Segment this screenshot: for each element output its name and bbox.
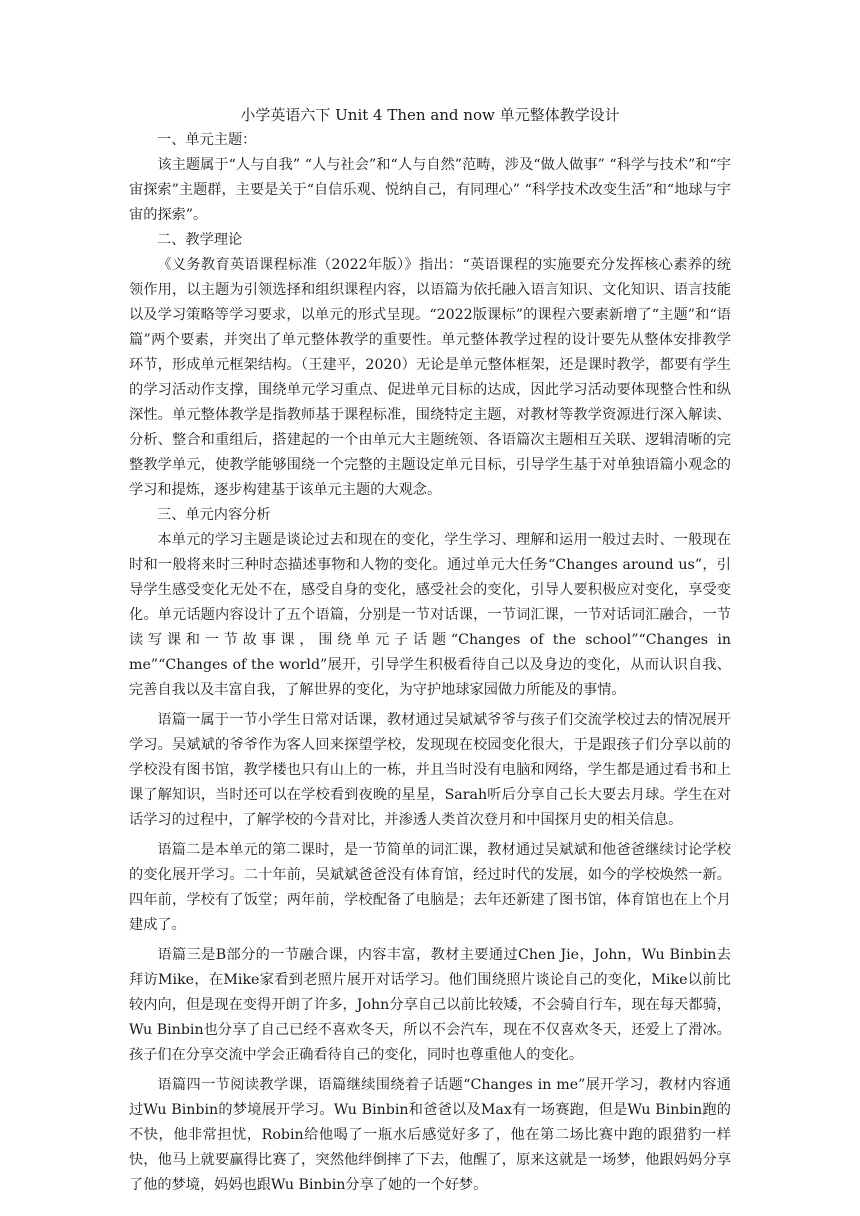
section-heading-teaching-theory: 二、教学理论 [157, 232, 243, 248]
paragraph-text-two: 语篇二是本单元的第二课时，是一节简单的词汇课，教材通过吴斌斌和他爸爸继续讨论学校的变化展开学习。二十年前，吴斌斌爸爸没有体育馆，经过时代的发展，如今的学校焕然一新。四年前，学校有了饭堂；两年前，学校配备了电脑是；去年还新建了图书馆，体育馆也在上个月建成了。 [129, 842, 731, 933]
paragraph-unit-theme: 该主题属于“人与自我” “人与社会”和“人与自然”范畴，涉及“做人做事” “科学与技术”和“宇宙探索”主题群，主要是关于“自信乐观、悦纳自己，有同理心” “科学技术改变生活”和“地球与宇宙的探索”。 [129, 157, 731, 223]
paragraph-text-three: 语篇三是B部分的一节融合课，内容丰富，教材主要通过Chen Jie，John，Wu Binbin去拜访Mike，在Mike家看到老照片展开对话学习。他们围绕照片谈论自己的变化，Mike以前比较内向，但是现在变得开朗了许多，John分享自己以前比较矮，不会骑自行车，现在每天都骑，Wu Binbin也分享了自己已经不喜欢冬天，所以不会汽车，现在不仅喜欢冬天，还爱上了滑冰。孩子们在分享交流中学会正确看待自己的变化，同时也尊重他人的变化。 [129, 947, 731, 1063]
paragraph-text-one: 语篇一属于一节小学生日常对话课，教材通过吴斌斌爷爷与孩子们交流学校过去的情况展开学习。吴斌斌的爷爷作为客人回来探望学校，发现现在校园变化很大，于是跟孩子们分享以前的学校没有图书馆，教学楼也只有山上的一栋，并且当时没有电脑和网络，学生都是通过看书和上课了解知识，当时还可以在学校看到夜晚的星星，Sarah听后分享自己长大要去月球。学生在对话学习的过程中，了解学校的今昔对比，并渗透人类首次登月和中国探月史的相关信息。 [129, 712, 731, 828]
paragraph-content-overview: 本单元的学习主题是谈论过去和现在的变化，学生学习、理解和运用一般过去时、一般现在时和一般将来时三种时态描述事物和人物的变化。通过单元大任务“Changes around us”，引导学生感受变化无处不在，感受自身的变化，感受社会的变化，引导人要积极应对变化，享受变化。单元话题内容设计了五个语篇，分别是一节对话课，一节词汇课，一节对话词汇融合，一节读写课和一节故事课，围绕单元子话题“Changes of the school”“Changes in me”“Changes of the world”展开，引导学生积极看待自己以及身边的变化，从而认识自我、完善自我以及丰富自我，了解世界的变化，为守护地球家园做力所能及的事情。 [129, 532, 731, 698]
paragraph-teaching-theory: 《义务教育英语课程标准（2022年版）》指出：“英语课程的实施要充分发挥核心素养的统领作用，以主题为引领选择和组织课程内容，以语篇为依托融入语言知识、文化知识、语言技能以及学习策略等学习要求，以单元的形式呈现。“2022版课标”的课程六要素新增了“主题”和“语篇”两个要素，并突出了单元整体教学的重要性。单元整体教学过程的设计要先从整体安排教学环节，形成单元框架结构。（王建平，2020）无论是单元整体框架，还是课时教学，都要有学生的学习活动作支撑，围绕单元学习重点、促进单元目标的达成，因此学习活动要体现整合性和纵深性。单元整体教学是指教师基于课程标准，围绕特定主题，对教材等教学资源进行深入解读、分析、整合和重组后，搭建起的一个由单元大主题统领、各语篇次主题相互关联、逻辑清晰的完整教学单元，使教学能够围绕一个完整的主题设定单元目标，引导学生基于对单独语篇小观念的学习和提炼，逐步构建基于该单元主题的大观念。 [129, 257, 731, 498]
section-heading-unit-theme: 一、单元主题： [157, 132, 257, 148]
paragraph-text-four: 语篇四一节阅读教学课，语篇继续围绕着子话题“Changes in me”展开学习，教材内容通过Wu Binbin的梦境展开学习。Wu Binbin和爸爸以及Max有一场赛跑，但是Wu Binbin跑的不快，他非常担忧，Robin给他喝了一瓶水后感觉好多了，他在第二场比赛中跑的跟猎豹一样快，他马上就要赢得比赛了，突然他绊倒摔了下去，他醒了，原来这就是一场梦，他跟妈妈分享了他的梦境，妈妈也跟Wu Binbin分享了她的一个好梦。 [129, 1077, 731, 1193]
document-title: 小学英语六下 Unit 4 Then and now 单元整体教学设计 [240, 106, 620, 124]
section-heading-content-analysis: 三、单元内容分析 [157, 507, 271, 523]
document-body [129, 103, 731, 1198]
